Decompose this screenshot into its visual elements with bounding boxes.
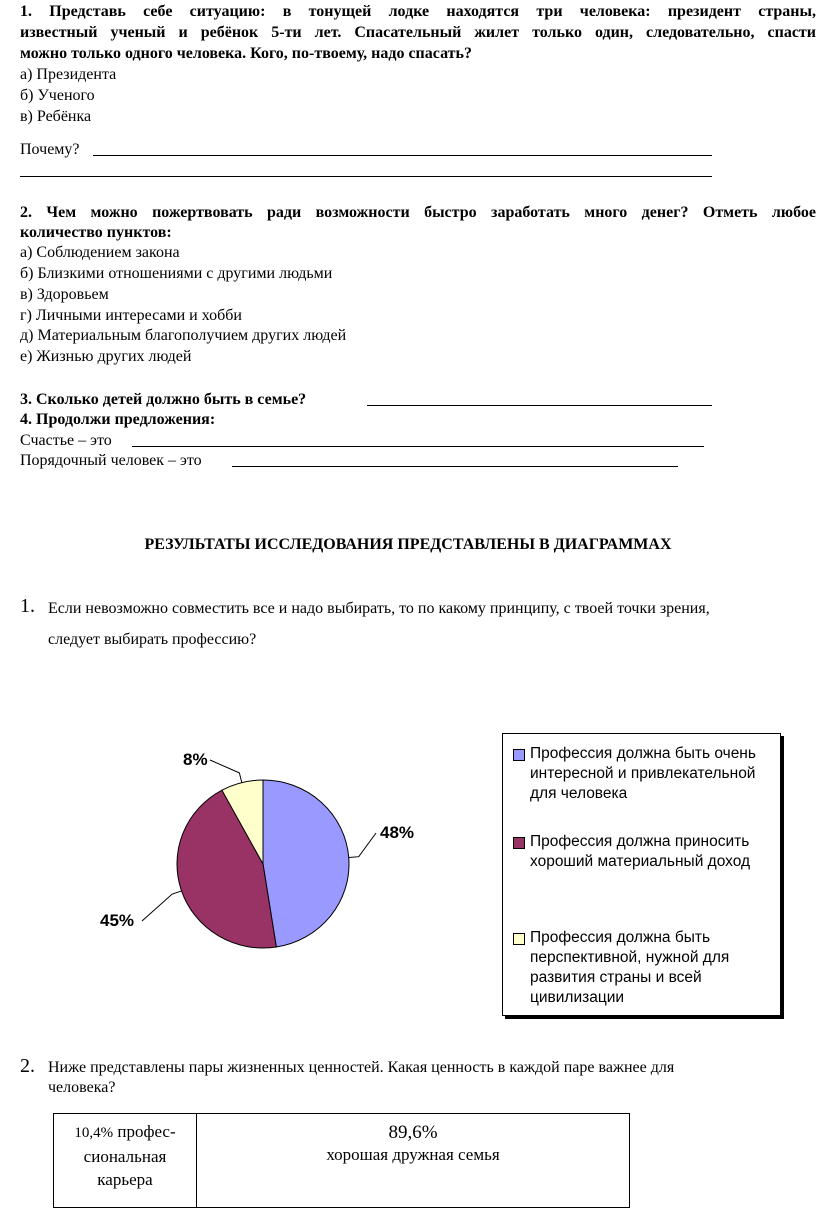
q2-option-f: е) Жизнью других людей [20, 348, 192, 365]
family-percent: 89,6% [388, 1122, 438, 1143]
q4-sentence-1: Счастье – это [20, 432, 112, 449]
q1-line2: известный ученый и ребёнок 5-ти лет. Спасательный жилет только один, следовательно, спасти [20, 24, 816, 41]
table-cell-career [54, 1114, 197, 1208]
q2-option-b: б) Близкими отношениями с другими людьми [20, 265, 333, 282]
r2-number: 2. [20, 1055, 35, 1077]
legend-text-line: для человека [530, 785, 628, 802]
q1-option-b: б) Ученого [20, 87, 95, 104]
r1-line2: следует выбирать профессию? [48, 631, 257, 648]
legend-text-line: развития страны и всей [530, 969, 702, 986]
q3-text: 3. Сколько детей должно быть в семье? [20, 391, 307, 408]
values-table [53, 1113, 630, 1208]
pie-leader-line [142, 891, 182, 921]
pie-chart [90, 740, 430, 970]
q4-title: 4. Продолжи предложения: [20, 411, 216, 428]
q1-answer-line-2[interactable] [20, 176, 712, 177]
q4-answer-line-2[interactable] [232, 466, 678, 467]
career-label-2: сиональная [83, 1147, 167, 1166]
r2-line2: человека? [48, 1079, 116, 1096]
r2-line1: Ниже представлены пары жизненных ценностей. Какая ценность в каждой паре важнее для [48, 1059, 675, 1076]
table-cell-family [197, 1114, 630, 1208]
q2-option-a: а) Соблюдением закона [20, 244, 180, 261]
table-row [54, 1114, 630, 1208]
legend-text-line: хороший материальный доход [530, 853, 751, 870]
pie-leader-line [210, 760, 242, 783]
q1-why-label: Почему? [20, 141, 80, 158]
r1-line1: Если невозможно совместить все и надо выбирать, то по какому принципу, с твоей точки зрения, [48, 600, 710, 617]
pie-slice [263, 780, 349, 947]
legend-swatch [513, 749, 525, 761]
family-label: хорошая дружная семья [326, 1145, 500, 1164]
q1-answer-line-1[interactable] [93, 155, 712, 156]
chart-legend [502, 733, 781, 1016]
pie-data-label: 48% [380, 823, 415, 842]
pie-data-label: 45% [100, 911, 135, 930]
q1-option-a: а) Президента [20, 66, 117, 83]
q3-answer-line[interactable] [367, 405, 712, 406]
career-percent: 10,4% [74, 1125, 114, 1141]
r1-number: 1. [20, 595, 35, 617]
q2-option-e: д) Материальным благополучием других людей [20, 327, 347, 344]
legend-swatch [513, 837, 525, 849]
q1-option-c: в) Ребёнка [20, 108, 92, 125]
legend-text-line: цивилизации [530, 989, 625, 1006]
legend-text-line: интересной и привлекательной [530, 765, 756, 782]
q1-line1: 1. Представь себе ситуацию: в тонущей лодке находятся три человека: президент страны, [20, 3, 816, 20]
career-label-1: профес- [117, 1122, 176, 1141]
q1-line3: можно только одного человека. Кого, по-твоему, надо спасать? [20, 45, 472, 62]
legend-text-line: Профессия должна быть [530, 929, 711, 946]
career-label-3: карьера [97, 1170, 153, 1189]
q4-answer-line-1[interactable] [132, 446, 704, 447]
legend-text-line: Профессия должна быть очень [530, 745, 756, 762]
legend-text-line: Профессия должна приносить [530, 833, 750, 850]
q2-option-d: г) Личными интересами и хобби [20, 307, 242, 324]
pie-data-label: 8% [183, 750, 208, 769]
q2-option-c: в) Здоровьем [20, 286, 109, 303]
legend-text-line: перспективной, нужной для [530, 949, 730, 966]
q2-line1: 2. Чем можно пожертвовать ради возможности быстро заработать много денег? Отметь любое [20, 204, 816, 221]
legend-swatch [513, 933, 525, 945]
q2-line2: количество пунктов: [20, 224, 172, 241]
pie-leader-line [349, 833, 376, 857]
q4-sentence-2: Порядочный человек – это [20, 452, 202, 469]
results-heading: РЕЗУЛЬТАТЫ ИССЛЕДОВАНИЯ ПРЕДСТАВЛЕНЫ В ДИАГРАММАХ [144, 536, 672, 553]
